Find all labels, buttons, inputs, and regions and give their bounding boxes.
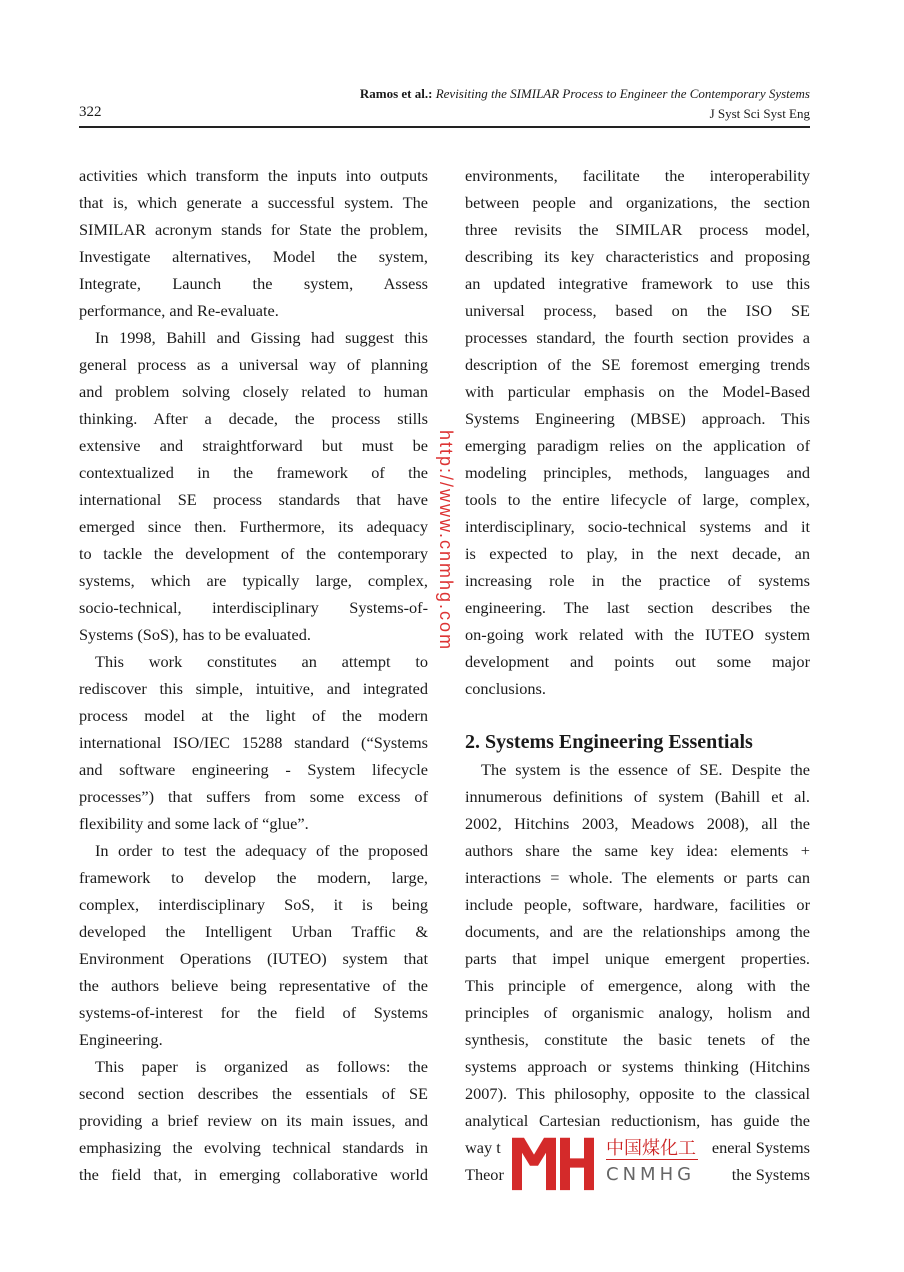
text-line: interactions = whole. The elements or parts can: [465, 868, 810, 887]
text-line: include people, software, hardware, facilities or: [465, 895, 810, 914]
text-line: The system is the essence of SE. Despite the: [481, 760, 810, 779]
text-line: universal process, based on the ISO SE: [465, 301, 810, 320]
text-line: interdisciplinary, socio-technical systems and it: [465, 517, 810, 536]
text-line: three revisits the SIMILAR process model,: [465, 220, 810, 239]
text-line: emphasizing the evolving technical standards in: [79, 1138, 428, 1157]
text-line: innumerous definitions of system (Bahill et al.: [465, 787, 810, 806]
header-authors: Ramos et al.:: [359, 86, 433, 101]
journal-name: J Syst Sci Syst Eng: [709, 106, 810, 121]
text-line: development and points out some major: [465, 652, 810, 671]
text-line: thinking. After a decade, the process stills: [79, 409, 428, 428]
text-line: systems, which are typically large, complex,: [79, 571, 428, 590]
text-line: the authors believe being representative of the: [79, 976, 428, 995]
text-line: developed the Intelligent Urban Traffic &: [79, 922, 428, 941]
text-line: performance, and Re-evaluate.: [79, 301, 279, 320]
text-line: documents, and are the relationships among the: [465, 922, 810, 941]
text-line: is expected to play, in the next decade, an: [465, 544, 810, 563]
header-title: Revisiting the SIMILAR Process to Engineer the Contemporary Systems: [435, 86, 810, 101]
text-line: tools to the entire lifecycle of large, complex,: [465, 490, 810, 509]
text-line: contextualized in the framework of the: [79, 463, 428, 482]
text-line: socio-technical, interdisciplinary Systems-of-: [79, 598, 428, 617]
left-column: [79, 162, 428, 1188]
text-line: complex, interdisciplinary SoS, it is being: [79, 895, 428, 914]
text-line: activities which transform the inputs into outputs: [79, 166, 428, 185]
text-line: Integrate, Launch the system, Assess: [79, 274, 428, 293]
blank-line: [465, 702, 810, 729]
text-line: This paper is organized as follows: the: [95, 1057, 428, 1076]
text-line: providing a brief review on its main issues, and: [79, 1111, 428, 1130]
text-line: Systems (SoS), has to be evaluated.: [79, 625, 311, 644]
text-line: synthesis, constitute the basic tenets of the: [465, 1030, 810, 1049]
watermark-url: http://www.cnmhg.com: [436, 430, 456, 652]
text-line: engineering. The last section describes the: [465, 598, 810, 617]
text-line: emerging paradigm relies on the application of: [465, 436, 810, 455]
text-line: emerged since then. Furthermore, its adequacy: [79, 517, 428, 536]
text-line: Investigate alternatives, Model the system,: [79, 247, 428, 266]
text-line: an updated integrative framework to use this: [465, 274, 810, 293]
text-line: conclusions.: [465, 679, 546, 698]
text-line: framework to develop the modern, large,: [79, 868, 428, 887]
text-line: the field that, in emerging collaborative world: [79, 1165, 428, 1184]
text-line: describing its key characteristics and proposing: [465, 247, 810, 266]
text-line: systems approach or systems thinking (Hitchins: [465, 1057, 810, 1076]
occluded-line-2-left: Theor: [465, 1165, 504, 1184]
text-line: international SE process standards that have: [79, 490, 428, 509]
occluded-line-1-left: way t: [465, 1138, 501, 1157]
text-line: on-going work related with the IUTEO system: [465, 625, 810, 644]
text-line: Environment Operations (IUTEO) system that: [79, 949, 428, 968]
text-line: 2007). This philosophy, opposite to the classical: [465, 1084, 810, 1103]
text-line: Engineering.: [79, 1030, 163, 1049]
text-line: authors share the same key idea: elements +: [465, 841, 810, 860]
text-line: increasing role in the practice of systems: [465, 571, 810, 590]
text-line: processes”) that suffers from some excess of: [79, 787, 428, 806]
text-line: to tackle the development of the contemporary: [79, 544, 428, 563]
text-line: principles of organismic analogy, holism and: [465, 1003, 810, 1022]
text-line: second section describes the essentials of SE: [79, 1084, 428, 1103]
watermark-logo: [510, 1134, 705, 1192]
text-line: processes standard, the fourth section provides a: [465, 328, 810, 347]
text-line: This work constitutes an attempt to: [95, 652, 428, 671]
occluded-line-2-right: the Systems: [731, 1165, 810, 1184]
text-line: SIMILAR acronym stands for State the problem,: [79, 220, 428, 239]
occluded-line-1-right: eneral Systems: [711, 1138, 810, 1157]
text-line: rediscover this simple, intuitive, and integrated: [79, 679, 428, 698]
text-line: process model at the light of the modern: [79, 706, 428, 725]
text-line: description of the SE foremost emerging trends: [465, 355, 810, 374]
section-heading: 2. Systems Engineering Essentials: [465, 731, 753, 753]
text-line: environments, facilitate the interoperability: [465, 166, 810, 185]
text-line: and problem solving closely related to human: [79, 382, 428, 401]
text-line: This principle of emergence, along with the: [465, 976, 810, 995]
text-line: Systems Engineering (MBSE) approach. This: [465, 409, 810, 428]
text-line: analytical Cartesian reductionism, has guide the: [465, 1111, 810, 1130]
text-line: extensive and straightforward but must be: [79, 436, 428, 455]
text-line: with particular emphasis on the Model-Based: [465, 382, 810, 401]
logo-chinese-text: 中国煤化工: [606, 1138, 696, 1159]
logo-underline: [606, 1159, 698, 1160]
page-number: 322: [79, 104, 102, 120]
text-line: flexibility and some lack of “glue”.: [79, 814, 309, 833]
text-line: systems-of-interest for the field of Systems: [79, 1003, 428, 1022]
header-rule: [79, 126, 810, 128]
text-line: modeling principles, methods, languages and: [465, 463, 810, 482]
text-line: In order to test the adequacy of the proposed: [95, 841, 428, 860]
text-line: 2002, Hitchins 2003, Meadows 2008), all the: [465, 814, 810, 833]
text-line: and software engineering - System lifecycle: [79, 760, 428, 779]
text-line: In 1998, Bahill and Gissing had suggest this: [95, 328, 428, 347]
logo-english-text: CNMHG: [606, 1164, 696, 1185]
right-column: [465, 162, 810, 1134]
text-line: international ISO/IEC 15288 standard (“Systems: [79, 733, 428, 752]
text-line: general process as a universal way of planning: [79, 355, 428, 374]
text-line: between people and organizations, the section: [465, 193, 810, 212]
running-header: [360, 86, 810, 102]
text-line: that is, which generate a successful system. The: [79, 193, 428, 212]
text-line: parts that impel unique emergent properties.: [465, 949, 810, 968]
mh-logo-icon: [510, 1134, 596, 1192]
